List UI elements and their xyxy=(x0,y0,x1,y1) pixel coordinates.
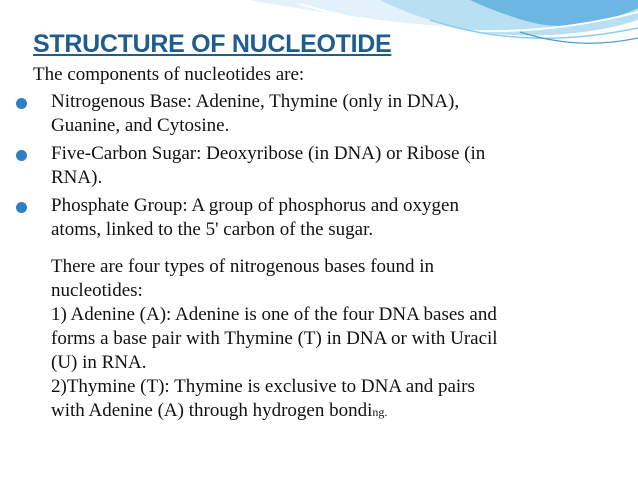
paragraph-line: (U) in RNA. xyxy=(51,352,147,373)
list-item-line: RNA). xyxy=(51,167,103,188)
list-item xyxy=(16,142,576,190)
components-list xyxy=(16,90,576,246)
paragraph-line: There are four types of nitrogenous bases found in xyxy=(51,256,435,277)
list-item-line: Guanine, and Cytosine. xyxy=(51,115,230,136)
paragraph-last-line-main: with Adenine (A) through hydrogen bondi xyxy=(51,400,373,421)
paragraph-line: nucleotides: xyxy=(51,280,143,301)
list-item-line: Nitrogenous Base: Adenine, Thymine (only in DNA), xyxy=(51,91,460,112)
bullet-icon xyxy=(16,202,27,213)
list-item-line: atoms, linked to the 5' carbon of the sugar. xyxy=(51,219,374,240)
bullet-icon xyxy=(16,98,27,109)
bases-paragraph xyxy=(51,255,611,424)
list-item xyxy=(16,194,576,242)
paragraph-line: forms a base pair with Thymine (T) in DNA or with Uracil xyxy=(51,328,498,349)
slide-title: STRUCTURE OF NUCLEOTIDE xyxy=(33,30,392,58)
list-item xyxy=(16,90,576,138)
list-item-line: Phosphate Group: A group of phosphorus and oxygen xyxy=(51,195,459,216)
paragraph-last-line xyxy=(51,399,611,424)
paragraph-line: 1) Adenine (A): Adenine is one of the four DNA bases and xyxy=(51,304,497,325)
bullet-icon xyxy=(16,150,27,161)
list-item-line: Five-Carbon Sugar: Deoxyribose (in DNA) or Ribose (in xyxy=(51,143,486,164)
intro-text: The components of nucleotides are: xyxy=(33,64,305,85)
paragraph-last-line-small: ng. xyxy=(372,405,388,419)
paragraph-line: 2)Thymine (T): Thymine is exclusive to DNA and pairs xyxy=(51,376,475,397)
